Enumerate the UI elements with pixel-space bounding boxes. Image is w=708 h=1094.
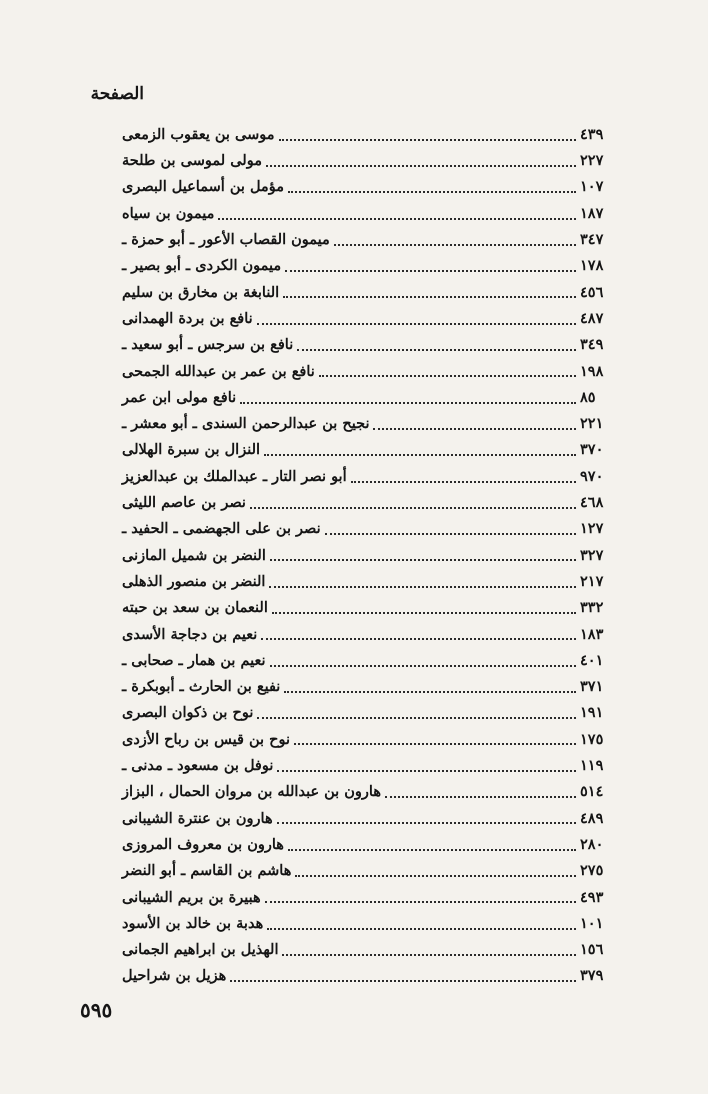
entry-name: هارون بن عبدالله بن مروان الحمال ، البزاز xyxy=(122,783,381,801)
entry-name: الهذيل بن ابراهيم الجمانى xyxy=(122,941,279,959)
dot-leader xyxy=(294,742,576,745)
entry-page-number: ٣٢٧ xyxy=(580,546,604,564)
entry-page-number: ٩٧٠ xyxy=(580,467,604,485)
entry-page-number: ٤٩٣ xyxy=(580,888,604,906)
index-entry xyxy=(116,148,616,174)
entry-page-number: ٢٨٠ xyxy=(580,835,604,853)
index-entry xyxy=(116,885,616,911)
entry-page-number: ٣٧٠ xyxy=(580,441,604,459)
entry-name: نوفل بن مسعود ـ مدنى ـ xyxy=(122,757,274,775)
dot-leader xyxy=(334,243,576,246)
index-entry xyxy=(116,411,616,437)
entry-name: نصر بن عاصم الليثى xyxy=(122,494,246,512)
entry-page-number: ٤٣٩ xyxy=(580,125,604,143)
entry-name: النضر بن شميل المازنى xyxy=(122,546,266,564)
dot-leader xyxy=(385,795,576,798)
index-entry xyxy=(116,385,616,411)
dot-leader xyxy=(269,585,576,588)
index-entry xyxy=(116,201,616,227)
dot-leader xyxy=(250,506,576,509)
index-entry xyxy=(116,438,616,464)
entry-page-number: ٣٧١ xyxy=(580,678,604,696)
index-entry xyxy=(116,911,616,937)
dot-leader xyxy=(257,322,576,325)
entry-page-number: ١٨٣ xyxy=(580,625,604,643)
index-entry xyxy=(116,464,616,490)
dot-leader xyxy=(295,874,576,877)
dot-leader xyxy=(218,217,576,220)
entry-name: نافع بن بردة الهمدانى xyxy=(122,309,253,327)
entry-name: هارون بن عنترة الشيبانى xyxy=(122,809,273,827)
entry-name: نعيم بن دجاجة الأسدى xyxy=(122,625,258,643)
entry-page-number: ٣٤٧ xyxy=(580,231,604,249)
entry-page-number: ٣٤٩ xyxy=(580,336,604,354)
index-entry xyxy=(116,832,616,858)
entry-name: نفيع بن الحارث ـ أبوبكرة ـ xyxy=(122,678,281,696)
entry-page-number: ٢١٧ xyxy=(580,572,604,590)
dot-leader xyxy=(325,532,576,535)
entry-name: نصر بن على الجهضمى ـ الحفيد ـ xyxy=(122,520,321,538)
dot-leader xyxy=(277,821,576,824)
dot-leader xyxy=(261,637,576,640)
index-entry xyxy=(116,332,616,358)
entry-name: نوح بن قيس بن رباح الأزدى xyxy=(122,730,290,748)
entry-name: هاشم بن القاسم ـ أبو النضر xyxy=(122,862,292,880)
index-entry xyxy=(116,306,616,332)
entry-page-number: ١٩١ xyxy=(580,704,604,722)
entry-page-number: ١٧٨ xyxy=(580,257,604,275)
index-entry xyxy=(116,727,616,753)
index-entry xyxy=(116,964,616,990)
entry-name: نافع بن سرجس ـ أبو سعيد ـ xyxy=(122,336,294,354)
dot-leader xyxy=(283,295,576,298)
index-entry xyxy=(116,122,616,148)
entry-name: هارون بن معروف المروزى xyxy=(122,835,284,853)
index-entry xyxy=(116,543,616,569)
entry-name: مولى لموسى بن طلحة xyxy=(122,152,262,170)
entry-name: النابغة بن مخارق بن سليم xyxy=(122,283,280,301)
entry-name: مؤمل بن أسماعيل البصرى xyxy=(122,178,284,196)
entry-name: ميمون الكردى ـ أبو بصير ـ xyxy=(122,257,282,275)
entry-page-number: ٣٣٢ xyxy=(580,599,604,617)
index-entry xyxy=(116,359,616,385)
entry-name: النزال بن سبرة الهلالى xyxy=(122,441,261,459)
entry-name: هزيل بن شراحيل xyxy=(122,967,227,985)
entry-page-number: ١٠١ xyxy=(580,914,604,932)
dot-leader xyxy=(279,138,576,141)
entry-page-number: ٨٥ xyxy=(580,388,596,406)
dot-leader xyxy=(230,979,576,982)
entry-page-number: ١٩٨ xyxy=(580,362,604,380)
entry-name: أبو نصر التار ـ عبدالملك بن عبدالعزيز xyxy=(122,467,347,485)
dot-leader xyxy=(282,953,576,956)
dot-leader xyxy=(272,611,576,614)
dot-leader xyxy=(284,690,576,693)
dot-leader xyxy=(297,348,576,351)
entry-name: ميمون القصاب الأعور ـ أبو حمزة ـ xyxy=(122,231,330,249)
entry-page-number: ٤٥٦ xyxy=(580,283,604,301)
index-entry xyxy=(116,253,616,279)
dot-leader xyxy=(264,453,576,456)
page-column-header: الصفحة xyxy=(90,84,144,104)
index-entry xyxy=(116,490,616,516)
index-entry xyxy=(116,937,616,963)
dot-leader xyxy=(288,190,576,193)
index-entry xyxy=(116,175,616,201)
index-entry xyxy=(116,648,616,674)
entry-name: النعمان بن سعد بن حبته xyxy=(122,599,268,617)
entry-page-number: ٣٧٩ xyxy=(580,967,604,985)
index-entry xyxy=(116,595,616,621)
entry-page-number: ١١٩ xyxy=(580,757,604,775)
entry-page-number: ٤٦٨ xyxy=(580,494,604,512)
entry-name: النضر بن منصور الذهلى xyxy=(122,572,266,590)
index-entry xyxy=(116,753,616,779)
index-entry xyxy=(116,280,616,306)
index-entry xyxy=(116,227,616,253)
index-entry xyxy=(116,779,616,805)
dot-leader xyxy=(351,480,576,483)
dot-leader xyxy=(267,927,576,930)
dot-leader xyxy=(319,374,576,377)
entry-page-number: ٤٨٩ xyxy=(580,809,604,827)
entry-page-number: ١٥٦ xyxy=(580,941,604,959)
dot-leader xyxy=(265,900,576,903)
entry-page-number: ٤٨٧ xyxy=(580,309,604,327)
entry-name: ميمون بن سياه xyxy=(122,204,215,222)
entry-name: نافع بن عمر بن عبدالله الجمحى xyxy=(122,362,315,380)
index-entry xyxy=(116,516,616,542)
entry-page-number: ٢٢٧ xyxy=(580,152,604,170)
entry-name: نجيح بن عبدالرحمن السندى ـ أبو معشر ـ xyxy=(122,415,370,433)
dot-leader xyxy=(240,401,576,404)
dot-leader xyxy=(270,664,576,667)
index-entry xyxy=(116,701,616,727)
dot-leader xyxy=(285,269,576,272)
index-list xyxy=(116,122,616,990)
entry-name: نوح بن ذكوان البصرى xyxy=(122,704,254,722)
entry-page-number: ٥١٤ xyxy=(580,783,604,801)
entry-name: هدبة بن خالد بن الأسود xyxy=(122,914,264,932)
entry-page-number: ١٧٥ xyxy=(580,730,604,748)
entry-page-number: ٢٢١ xyxy=(580,415,604,433)
entry-name: موسى بن يعقوب الزمعى xyxy=(122,125,275,143)
entry-name: هبيرة بن بريم الشيبانى xyxy=(122,888,261,906)
dot-leader xyxy=(257,716,576,719)
entry-page-number: ١٢٧ xyxy=(580,520,604,538)
dot-leader xyxy=(373,427,576,430)
entry-name: نافع مولى ابن عمر xyxy=(122,388,237,406)
index-entry xyxy=(116,858,616,884)
entry-page-number: ١٠٧ xyxy=(580,178,604,196)
dot-leader xyxy=(266,164,576,167)
index-entry xyxy=(116,674,616,700)
page-number: ٥٩٥ xyxy=(80,998,113,1022)
index-entry xyxy=(116,806,616,832)
index-entry xyxy=(116,622,616,648)
dot-leader xyxy=(288,848,576,851)
entry-page-number: ١٨٧ xyxy=(580,204,604,222)
entry-page-number: ٤٠١ xyxy=(580,651,604,669)
dot-leader xyxy=(270,558,576,561)
entry-page-number: ٢٧٥ xyxy=(580,862,604,880)
index-entry xyxy=(116,569,616,595)
dot-leader xyxy=(277,769,576,772)
entry-name: نعيم بن همار ـ صحابى ـ xyxy=(122,651,266,669)
